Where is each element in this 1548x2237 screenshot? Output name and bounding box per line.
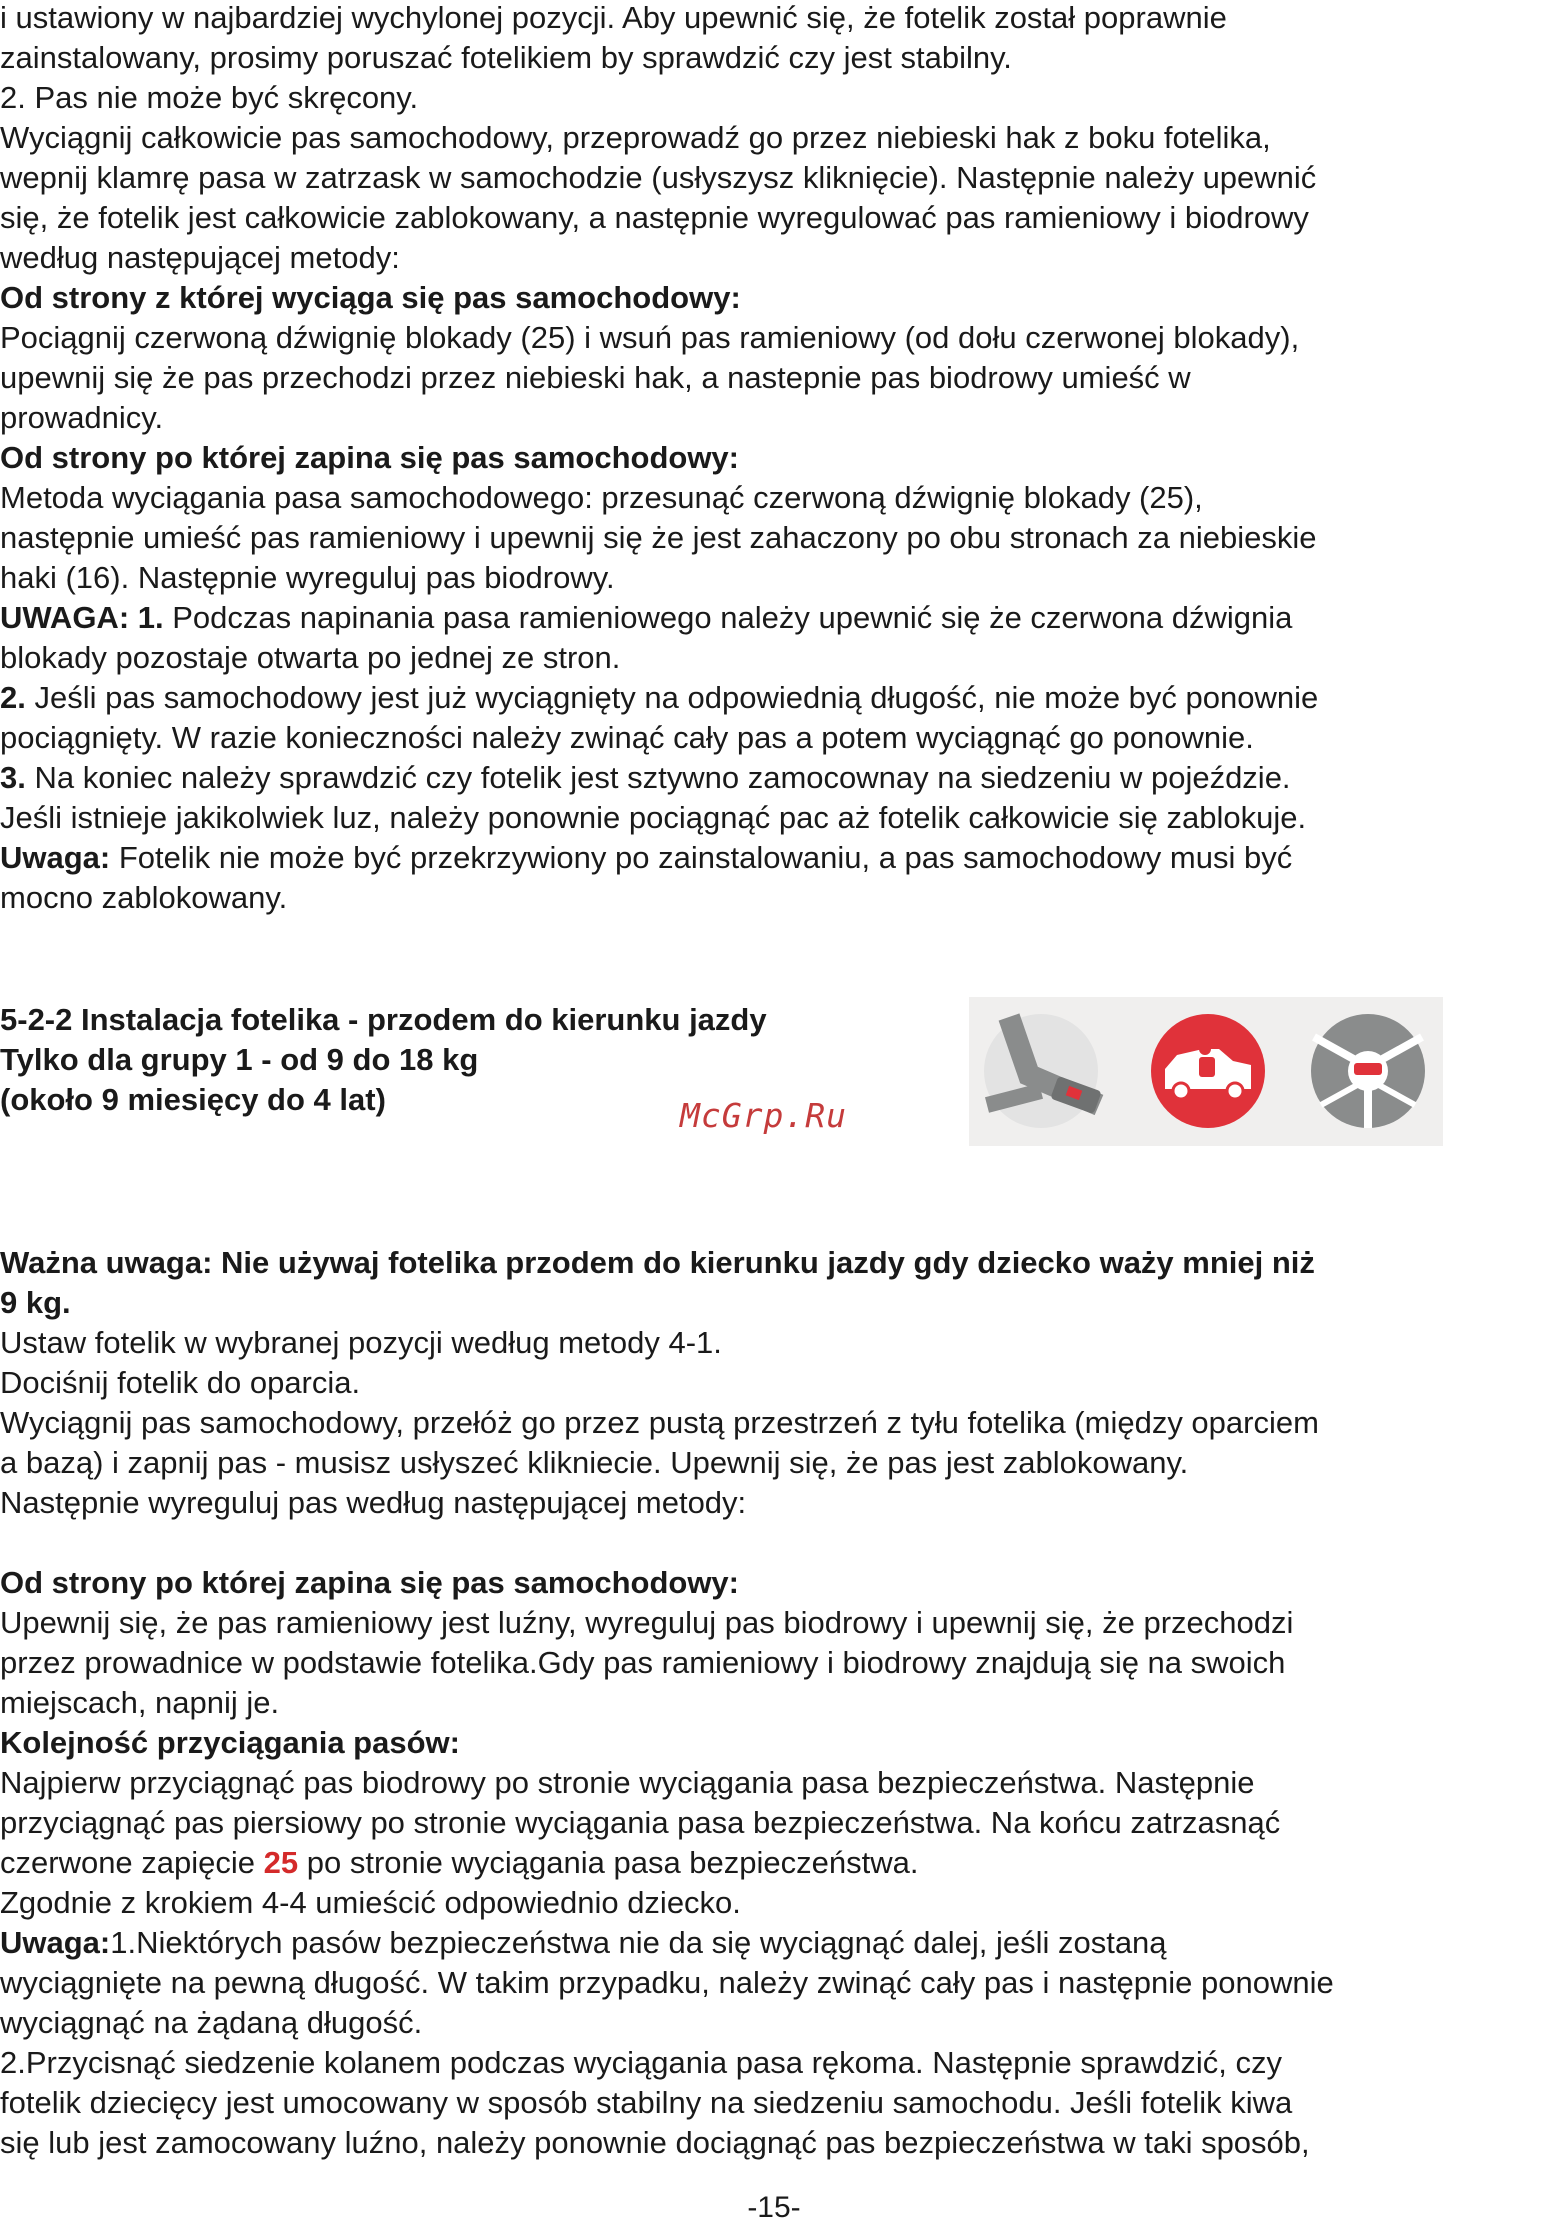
text-line: pociągnięty. W razie konieczności należy zwinąć cały pas a potem wyciągnąć go ponownie. [0,720,1254,755]
text-line: wyciągnąć na żądaną długość. [0,2005,423,2040]
warning-text: Ważna uwaga: Nie używaj fotelika przodem do kierunku jazdy gdy dziecko waży mniej niż [0,1245,1315,1280]
note-text: 1.Niektórych pasów bezpieczeństwa nie da się wyciągnąć dalej, jeśli zostaną [110,1925,1167,1960]
blank-line [0,1523,1545,1563]
text-line: 2. Pas nie może być skręcony. [0,80,419,115]
part-number-highlight: 25 [263,1845,299,1880]
text-line: zainstalowany, prosimy poruszać fotelikiem by sprawdzić czy jest stabilny. [0,40,1012,75]
note-label: UWAGA: 1. [0,600,164,635]
page-number: -15- [747,2191,801,2224]
note-text: Na koniec należy sprawdzić czy fotelik jest sztywno zamocownay na siedzeniu w pojeździe. [25,760,1291,795]
warning-line [0,1243,1545,1283]
section-subtitle: Tylko dla grupy 1 - od 9 do 18 kg [0,1042,479,1077]
note-label: Uwaga: [0,1925,111,1960]
text-line: Następnie wyreguluj pas według następującej metody: [0,1485,747,1520]
icon-strip [969,997,1443,1146]
text-line: wyciągnięte na pewną długość. W takim przypadku, należy zwinąć cały pas i następnie ponownie [0,1965,1334,2000]
text-line: następnie umieść pas ramieniowy i upewnij się że jest zahaczony po obu stronach za niebieskie [0,520,1317,555]
text-line: blokady pozostaje otwarta po jednej ze stron. [0,640,621,675]
note-text: Podczas napinania pasa ramieniowego należy upewnić się że czerwona dźwignia [163,600,1293,635]
subheading-text: Od strony po której zapina się pas samochodowy: [0,1565,739,1600]
text-line: miejscach, napnij je. [0,1685,280,1720]
text-line: Wyciągnij całkowicie pas samochodowy, przeprowadź go przez niebieski hak z boku fotelika, [0,120,1271,155]
note-line [0,678,1545,718]
note-label: 3. [0,760,26,795]
text-line: a bazą) i zapnij pas - musisz usłyszeć klikniecie. Upewnij się, że pas jest zablokowany. [0,1445,1189,1480]
text-line: i ustawiony w najbardziej wychylonej pozycji. Aby upewnić się, że fotelik został poprawnie [0,0,1227,35]
watermark: McGrp.Ru [680,1096,847,1135]
harness-icon [1311,1014,1425,1128]
subheading [0,1723,1545,1763]
text-line: Wyciągnij pas samochodowy, przełóż go przez pustą przestrzeń z tyłu fotelika (między oparciem [0,1405,1319,1440]
text-line: mocno zablokowany. [0,880,288,915]
text-line: Zgodnie z krokiem 4-4 umieścić odpowiednio dziecko. [0,1885,741,1920]
text-segment: po stronie wyciągania pasa bezpieczeństwa. [298,1845,919,1880]
text-line: się lub jest zamocowany luźno, należy ponownie dociągnąć pas bezpieczeństwa w taki sposób, [0,2125,1310,2160]
text-segment: czerwone zapięcie [0,1845,264,1880]
warning-text: 9 kg. [0,1285,71,1320]
subheading [0,278,1545,318]
note-label: Uwaga: [0,840,111,875]
text-line: przyciągnąć pas piersiowy po stronie wyciągania pasa bezpieczeństwa. Na końcu zatrzasnąć [0,1805,1281,1840]
note-line [0,598,1545,638]
section-rear-facing-continued [0,0,1545,918]
text-line [0,1843,1545,1883]
section-forward-facing-instructions [0,1243,1545,2163]
text-line: 2.Przycisnąć siedzenie kolanem podczas wyciągania pasa rękoma. Następnie sprawdzić, czy [0,2045,1282,2080]
note-text: Jeśli pas samochodowy jest już wyciągnięty na odpowiednią długość, nie może być ponownie [25,680,1319,715]
text-line: się, że fotelik jest całkowicie zablokowany, a następnie wyregulować pas ramieniowy i biodrowy [0,200,1309,235]
note-line [0,838,1545,878]
text-line: Jeśli istnieje jakikolwiek luz, należy ponownie pociągnąć pac aż fotelik całkowicie się zablokuje. [0,800,1307,835]
note-text: Fotelik nie może być przekrzywiony po zainstalowaniu, a pas samochodowy musi być [110,840,1293,875]
text-line: według następującej metody: [0,240,400,275]
note-line [0,758,1545,798]
seat-belt-icon [984,1014,1102,1128]
warning-line [0,1283,1545,1323]
text-line: wepnij klamrę pasa w zatrzask w samochodzie (usłyszysz kliknięcie). Następnie należy upewnić [0,160,1317,195]
subheading [0,1563,1545,1603]
text-line: Dociśnij fotelik do oparcia. [0,1365,361,1400]
car-forward-facing-icon [1151,1014,1265,1128]
text-line: przez prowadnice w podstawie fotelika.Gdy pas ramieniowy i biodrowy znajdują się na swoich [0,1645,1286,1680]
text-line: Ustaw fotelik w wybranej pozycji według metody 4-1. [0,1325,722,1360]
section-title: 5-2-2 Instalacja fotelika - przodem do kierunku jazdy [0,1002,767,1037]
subheading [0,438,1545,478]
subheading-text: Od strony po której zapina się pas samochodowy: [0,440,739,475]
text-line: fotelik dziecięcy jest umocowany w sposób stabilny na siedzeniu samochodu. Jeśli fotelik kiwa [0,2085,1293,2120]
text-line: prowadnicy. [0,400,164,435]
icon-strip-svg [969,997,1443,1146]
text-line: Upewnij się, że pas ramieniowy jest luźny, wyreguluj pas biodrowy i upewnij się, że przechodzi [0,1605,1294,1640]
text-line: haki (16). Następnie wyreguluj pas biodrowy. [0,560,615,595]
note-label: 2. [0,680,26,715]
text-line: Metoda wyciągania pasa samochodowego: przesunąć czerwoną dźwignię blokady (25), [0,480,1203,515]
text-line: upewnij się że pas przechodzi przez niebieski hak, a nastepnie pas biodrowy umieść w [0,360,1191,395]
section-subtitle: (około 9 miesięcy do 4 lat) [0,1082,386,1117]
subheading-text: Kolejność przyciągania pasów: [0,1725,460,1760]
note-line [0,1923,1545,1963]
text-line: Najpierw przyciągnąć pas biodrowy po stronie wyciągania pasa bezpieczeństwa. Następnie [0,1765,1255,1800]
text-line: Pociągnij czerwoną dźwignię blokady (25) i wsuń pas ramieniowy (od dołu czerwonej blokady), [0,320,1300,355]
subheading-text: Od strony z której wyciąga się pas samochodowy: [0,280,741,315]
